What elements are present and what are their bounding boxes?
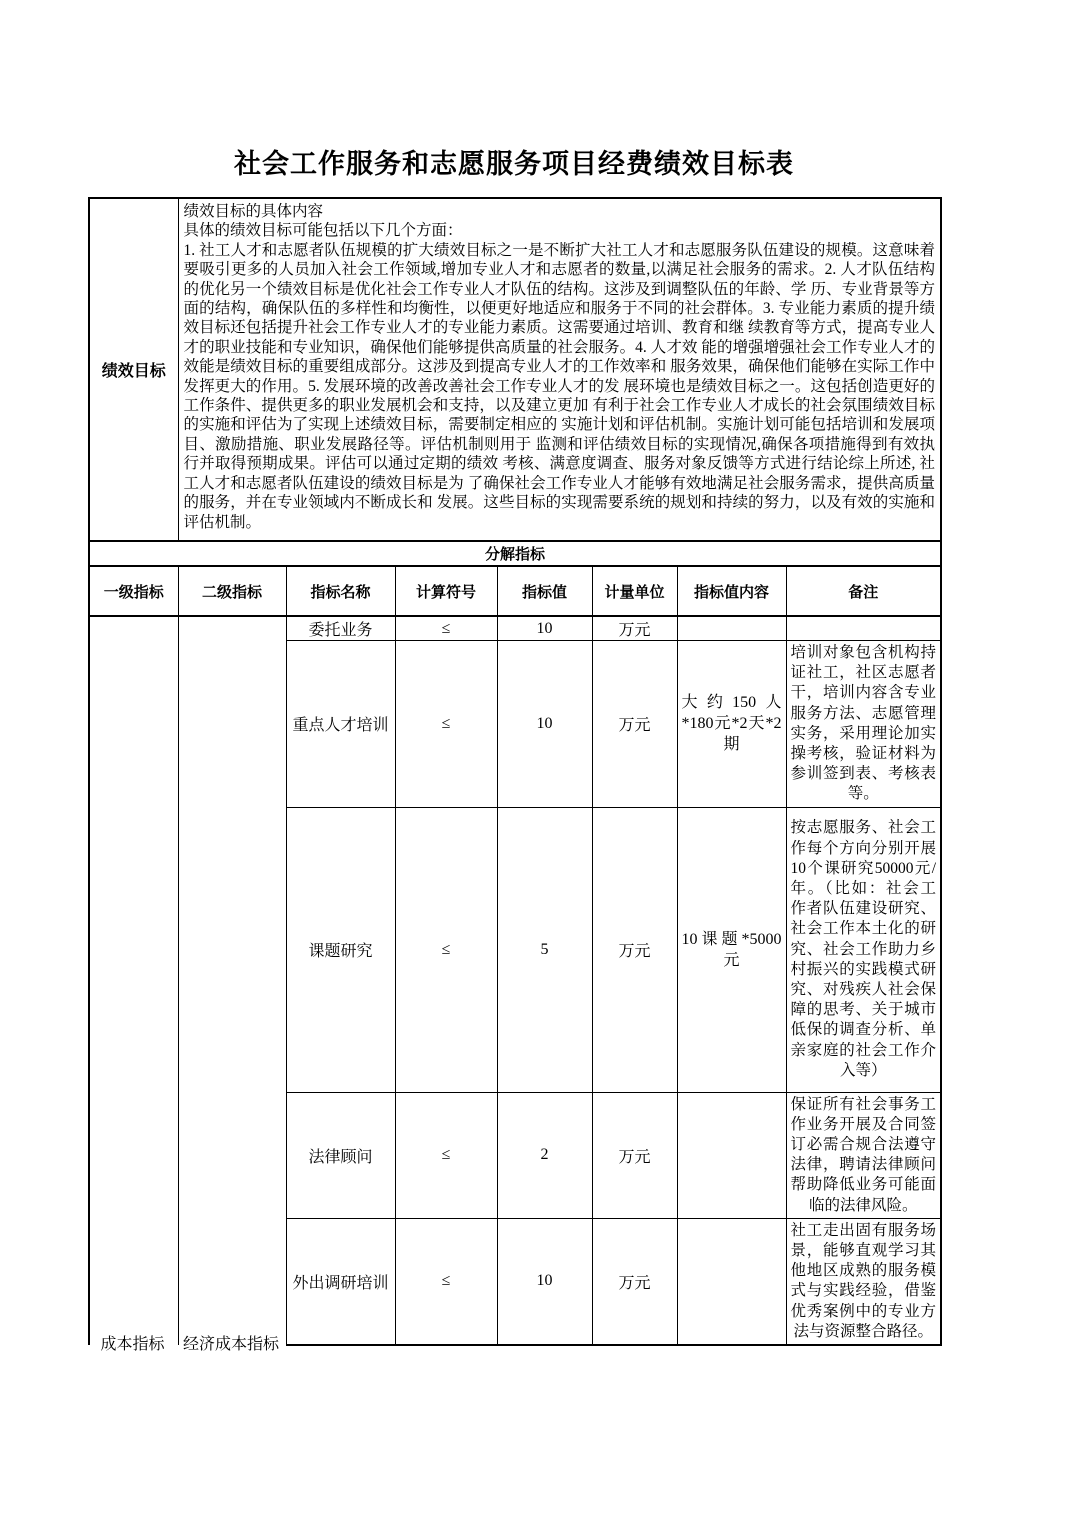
remark-cell: 社工走出固有服务场景，能够直观学习其他地区成熟的服务模式与实践经验，借鉴优秀案例中的专业方法与资源整合路径。	[786, 1218, 941, 1345]
calc-symbol-cell: ≤	[395, 1218, 497, 1345]
value-content-cell: 大约150人*180元*2天*2期	[677, 641, 786, 808]
indicator-value-cell: 10	[497, 641, 592, 808]
level2-indicator-cell	[178, 616, 286, 1345]
page-title: 社会工作服务和志愿服务项目经费绩效目标表	[234, 149, 794, 180]
goal-content-line2: 具体的绩效目标可能包括以下几个方面：	[183, 222, 463, 240]
performance-goal-content	[178, 198, 941, 541]
value-content-cell	[677, 1218, 786, 1345]
value-content-cell: 10课题*5000元	[677, 807, 786, 1092]
table-row	[89, 616, 941, 641]
indicator-name-cell: 委托业务	[286, 616, 395, 641]
calc-symbol-cell: ≤	[395, 616, 497, 641]
level1-indicator-cell	[89, 616, 178, 1345]
value-content-cell	[677, 616, 786, 641]
goal-content-line1: 绩效目标的具体内容	[183, 203, 324, 220]
column-header-level1: 一级指标	[89, 566, 178, 616]
indicator-name-cell: 重点人才培训	[286, 641, 395, 808]
column-header-indicator-value: 指标值	[497, 566, 592, 616]
indicator-value-cell: 2	[497, 1092, 592, 1218]
unit-cell: 万元	[592, 1218, 677, 1345]
performance-goal-label: 绩效目标	[89, 198, 178, 541]
breakdown-section-title: 分解指标	[89, 541, 941, 566]
remark-cell: 保证所有社会事务工作业务开展及合同签订必需合规合法遵守法律，聘请法律顾问帮助降低业务可能面临的法律风险。	[786, 1092, 941, 1218]
calc-symbol-cell: ≤	[395, 807, 497, 1092]
calc-symbol-cell: ≤	[395, 1092, 497, 1218]
indicator-value-cell: 10	[497, 1218, 592, 1345]
column-header-indicator-name: 指标名称	[286, 566, 395, 616]
unit-cell: 万元	[592, 1092, 677, 1218]
footer-level2-label: 经济成本指标	[182, 1336, 279, 1353]
column-header-value-content: 指标值内容	[677, 566, 786, 616]
indicator-value-cell: 10	[497, 616, 592, 641]
indicator-value-cell: 5	[497, 807, 592, 1092]
performance-target-table	[88, 197, 942, 1346]
column-header-unit: 计量单位	[592, 566, 677, 616]
column-header-remark: 备注	[786, 566, 941, 616]
indicator-name-cell: 课题研究	[286, 807, 395, 1092]
indicator-name-cell: 外出调研培训	[286, 1218, 395, 1345]
goal-content-body: 1. 社工人才和志愿者队伍规模的扩大绩效目标之一是不断扩大社工人才和志愿服务队伍建设的规模。这意味着要吸引更多的人员加入社会工作领域,增加专业人才和志愿者的数量,以满足社会服务的需求。2. 人才队伍结构的优化另一个绩效目标是优化社会工作专业人才队伍的结构。这涉及到调整队伍的年龄、学 历、专业背景等方面的结构，确保队伍的多样性和均衡性，以便更好地适应和服务于不同的社会群体。3. 专业能力素质的提升绩效目标还包括提升社会工作专业人才的专业能力素质。这需要通过培训、教育和继 续教育等方式，提高专业人才的职业技能和专业知识，确保他们能够提供高质量的社会服务。4. 人才效 能的增强增强社会工作专业人才的效能是绩效目标的重要组成部分。这涉及到提高专业人才的工作效率和 服务效果，确保他们能够在实际工作中发挥更大的作用。5. 发展环境的改善改善社会工作专业人才的发 展环境也是绩效目标之一。这包括创造更好的工作条件、提供更多的职业发展机会和支持，以及建立更加 有利于社会工作专业人才成长的社会氛围绩效目标的实施和评估为了实现上述绩效目标，需要制定相应的 实施计划和评估机制。实施计划可能包括培训和发展项目、激励措施、职业发展路径等。评估机制则用于 监测和评估绩效目标的实现情况,确保各项措施得到有效执行并取得预期成果。评估可以通过定期的绩效 考核、满意度调查、服务对象反馈等方式进行结论综上所述, 社工人才和志愿者队伍建设的绩效目标是为 了确保社会工作专业人才能够有效地满足社会服务需求，提供高质量的服务，并在专业领域内不断成长和 发展。这些目标的实现需要系统的规划和持续的努力，以及有效的实施和评估机制。	[183, 241, 935, 531]
column-header-calc-symbol: 计算符号	[395, 566, 497, 616]
footer-level1-label: 成本指标	[100, 1336, 165, 1353]
indicator-name-cell: 法律顾问	[286, 1092, 395, 1218]
remark-cell	[786, 616, 941, 641]
calc-symbol-cell: ≤	[395, 641, 497, 808]
value-content-cell	[677, 1092, 786, 1218]
column-header-level2: 二级指标	[178, 566, 286, 616]
unit-cell: 万元	[592, 641, 677, 808]
unit-cell: 万元	[592, 616, 677, 641]
remark-cell: 培训对象包含机构持证社工，社区志愿者干，培训内容含专业服务方法、志愿管理实务，采用理论加实操考核，验证材料为参训签到表、考核表等。	[786, 641, 941, 808]
unit-cell: 万元	[592, 807, 677, 1092]
remark-cell: 按志愿服务、社会工作每个方向分别开展10个课研究50000元/ 年。（比如：社会工 作者队伍建设研究、社会工作本土化的研 究、社会工作助力乡 村振兴的实践模式研 究、对残疾人社会保 障的思考、关于城市 低保的调查分析、单 亲家庭的社会工作介 入等）	[786, 807, 941, 1092]
